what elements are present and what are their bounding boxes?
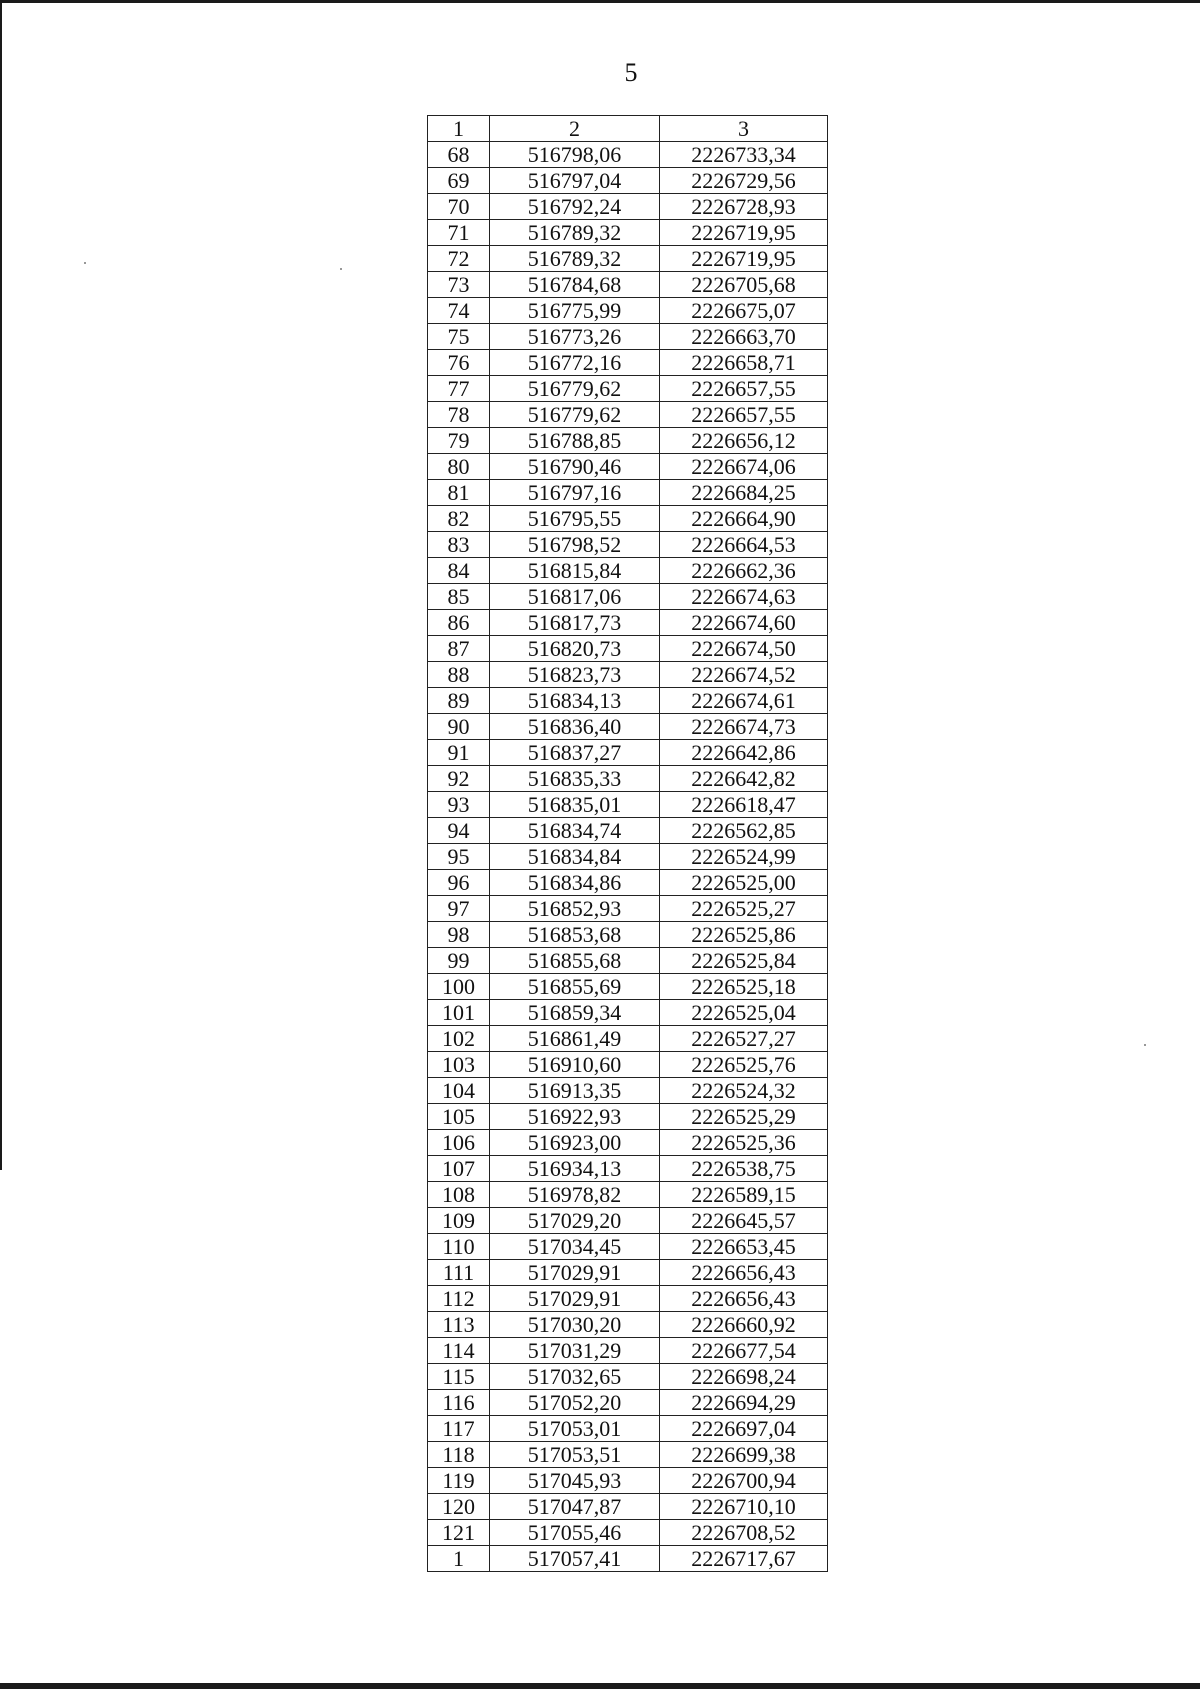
table-row [428, 1494, 828, 1520]
point-number-cell: 109 [428, 1208, 490, 1234]
point-number-cell: 121 [428, 1520, 490, 1546]
y-coordinate-cell: 2226699,38 [660, 1442, 828, 1468]
x-coordinate-cell: 516798,52 [490, 532, 660, 558]
scan-speck [1144, 1044, 1146, 1046]
y-coordinate-cell: 2226674,63 [660, 584, 828, 610]
point-number-cell: 83 [428, 532, 490, 558]
x-coordinate-cell: 516779,62 [490, 402, 660, 428]
y-coordinate-cell: 2226733,34 [660, 142, 828, 168]
coordinates-table [427, 115, 828, 1572]
x-coordinate-cell: 516913,35 [490, 1078, 660, 1104]
point-number-cell: 106 [428, 1130, 490, 1156]
x-coordinate-cell: 516817,06 [490, 584, 660, 610]
table-row [428, 272, 828, 298]
x-coordinate-cell: 516859,34 [490, 1000, 660, 1026]
table-row [428, 1546, 828, 1572]
point-number-cell: 93 [428, 792, 490, 818]
point-number-cell: 103 [428, 1052, 490, 1078]
table-row [428, 1156, 828, 1182]
table-row [428, 844, 828, 870]
x-coordinate-cell: 516789,32 [490, 220, 660, 246]
table-row [428, 1520, 828, 1546]
x-coordinate-cell: 516855,69 [490, 974, 660, 1000]
point-number-cell: 100 [428, 974, 490, 1000]
x-coordinate-cell: 516815,84 [490, 558, 660, 584]
x-coordinate-cell: 517047,87 [490, 1494, 660, 1520]
table-row [428, 558, 828, 584]
y-coordinate-cell: 2226660,92 [660, 1312, 828, 1338]
x-coordinate-cell: 516773,26 [490, 324, 660, 350]
y-coordinate-cell: 2226719,95 [660, 220, 828, 246]
y-coordinate-cell: 2226618,47 [660, 792, 828, 818]
y-coordinate-cell: 2226589,15 [660, 1182, 828, 1208]
y-coordinate-cell: 2226525,76 [660, 1052, 828, 1078]
point-number-cell: 102 [428, 1026, 490, 1052]
y-coordinate-cell: 2226677,54 [660, 1338, 828, 1364]
point-number-cell: 1 [428, 1546, 490, 1572]
x-coordinate-cell: 516792,24 [490, 194, 660, 220]
y-coordinate-cell: 2226525,36 [660, 1130, 828, 1156]
point-number-cell: 110 [428, 1234, 490, 1260]
y-coordinate-cell: 2226562,85 [660, 818, 828, 844]
x-coordinate-cell: 516795,55 [490, 506, 660, 532]
y-coordinate-cell: 2226728,93 [660, 194, 828, 220]
x-coordinate-cell: 517053,51 [490, 1442, 660, 1468]
x-coordinate-cell: 517030,20 [490, 1312, 660, 1338]
x-coordinate-cell: 516834,86 [490, 870, 660, 896]
point-number-cell: 70 [428, 194, 490, 220]
table-row [428, 1390, 828, 1416]
point-number-cell: 104 [428, 1078, 490, 1104]
y-coordinate-cell: 2226710,10 [660, 1494, 828, 1520]
x-coordinate-cell: 516922,93 [490, 1104, 660, 1130]
x-coordinate-cell: 517057,41 [490, 1546, 660, 1572]
x-coordinate-cell: 516910,60 [490, 1052, 660, 1078]
x-coordinate-cell: 516775,99 [490, 298, 660, 324]
y-coordinate-cell: 2226524,32 [660, 1078, 828, 1104]
table-row [428, 870, 828, 896]
point-number-cell: 92 [428, 766, 490, 792]
x-coordinate-cell: 516836,40 [490, 714, 660, 740]
page-number: 5 [624, 58, 638, 87]
point-number-cell: 89 [428, 688, 490, 714]
point-number-cell: 118 [428, 1442, 490, 1468]
x-coordinate-cell: 516823,73 [490, 662, 660, 688]
y-coordinate-cell: 2226525,00 [660, 870, 828, 896]
table-row [428, 714, 828, 740]
x-coordinate-cell: 517055,46 [490, 1520, 660, 1546]
x-coordinate-cell: 516834,84 [490, 844, 660, 870]
y-coordinate-cell: 2226729,56 [660, 168, 828, 194]
point-number-cell: 68 [428, 142, 490, 168]
x-coordinate-cell: 516798,06 [490, 142, 660, 168]
y-coordinate-cell: 2226527,27 [660, 1026, 828, 1052]
y-coordinate-cell: 2226657,55 [660, 402, 828, 428]
table-row [428, 974, 828, 1000]
y-coordinate-cell: 2226525,04 [660, 1000, 828, 1026]
y-coordinate-cell: 2226719,95 [660, 246, 828, 272]
point-number-cell: 79 [428, 428, 490, 454]
y-coordinate-cell: 2226663,70 [660, 324, 828, 350]
table-row [428, 948, 828, 974]
x-coordinate-cell: 516861,49 [490, 1026, 660, 1052]
point-number-cell: 76 [428, 350, 490, 376]
table-row [428, 688, 828, 714]
x-coordinate-cell: 517029,91 [490, 1260, 660, 1286]
point-number-cell: 73 [428, 272, 490, 298]
x-coordinate-cell: 517034,45 [490, 1234, 660, 1260]
x-coordinate-cell: 516817,73 [490, 610, 660, 636]
point-number-cell: 98 [428, 922, 490, 948]
point-number-cell: 119 [428, 1468, 490, 1494]
y-coordinate-cell: 2226694,29 [660, 1390, 828, 1416]
table-row [428, 1416, 828, 1442]
y-coordinate-cell: 2226525,86 [660, 922, 828, 948]
point-number-cell: 112 [428, 1286, 490, 1312]
y-coordinate-cell: 2226697,04 [660, 1416, 828, 1442]
table-row [428, 792, 828, 818]
table-row [428, 194, 828, 220]
point-number-cell: 88 [428, 662, 490, 688]
y-coordinate-cell: 2226684,25 [660, 480, 828, 506]
y-coordinate-cell: 2226642,82 [660, 766, 828, 792]
x-coordinate-cell: 516779,62 [490, 376, 660, 402]
table-row [428, 142, 828, 168]
point-number-cell: 120 [428, 1494, 490, 1520]
point-number-cell: 96 [428, 870, 490, 896]
x-coordinate-cell: 516790,46 [490, 454, 660, 480]
table-row [428, 298, 828, 324]
point-number-cell: 117 [428, 1416, 490, 1442]
point-number-cell: 116 [428, 1390, 490, 1416]
point-number-cell: 77 [428, 376, 490, 402]
column-header-1: 1 [428, 116, 490, 142]
table-row [428, 1442, 828, 1468]
x-coordinate-cell: 516834,74 [490, 818, 660, 844]
x-coordinate-cell: 516797,16 [490, 480, 660, 506]
point-number-cell: 69 [428, 168, 490, 194]
x-coordinate-cell: 516772,16 [490, 350, 660, 376]
y-coordinate-cell: 2226705,68 [660, 272, 828, 298]
y-coordinate-cell: 2226525,27 [660, 896, 828, 922]
table-row [428, 896, 828, 922]
table-row [428, 1078, 828, 1104]
x-coordinate-cell: 516934,13 [490, 1156, 660, 1182]
table-row [428, 376, 828, 402]
y-coordinate-cell: 2226656,43 [660, 1260, 828, 1286]
x-coordinate-cell: 516820,73 [490, 636, 660, 662]
x-coordinate-cell: 517029,91 [490, 1286, 660, 1312]
point-number-cell: 115 [428, 1364, 490, 1390]
x-coordinate-cell: 516788,85 [490, 428, 660, 454]
point-number-cell: 81 [428, 480, 490, 506]
point-number-cell: 71 [428, 220, 490, 246]
table-row [428, 402, 828, 428]
table-row [428, 1234, 828, 1260]
x-coordinate-cell: 517052,20 [490, 1390, 660, 1416]
y-coordinate-cell: 2226525,18 [660, 974, 828, 1000]
column-header-3: 3 [660, 116, 828, 142]
y-coordinate-cell: 2226664,90 [660, 506, 828, 532]
y-coordinate-cell: 2226674,60 [660, 610, 828, 636]
y-coordinate-cell: 2226674,06 [660, 454, 828, 480]
y-coordinate-cell: 2226524,99 [660, 844, 828, 870]
point-number-cell: 99 [428, 948, 490, 974]
y-coordinate-cell: 2226674,61 [660, 688, 828, 714]
x-coordinate-cell: 516784,68 [490, 272, 660, 298]
point-number-cell: 90 [428, 714, 490, 740]
coordinates-table-container [427, 115, 828, 1572]
y-coordinate-cell: 2226674,52 [660, 662, 828, 688]
table-row [428, 766, 828, 792]
table-row [428, 1130, 828, 1156]
point-number-cell: 113 [428, 1312, 490, 1338]
y-coordinate-cell: 2226708,52 [660, 1520, 828, 1546]
x-coordinate-cell: 517053,01 [490, 1416, 660, 1442]
y-coordinate-cell: 2226675,07 [660, 298, 828, 324]
y-coordinate-cell: 2226656,12 [660, 428, 828, 454]
y-coordinate-cell: 2226700,94 [660, 1468, 828, 1494]
y-coordinate-cell: 2226674,50 [660, 636, 828, 662]
y-coordinate-cell: 2226642,86 [660, 740, 828, 766]
x-coordinate-cell: 517045,93 [490, 1468, 660, 1494]
x-coordinate-cell: 516853,68 [490, 922, 660, 948]
scan-edge-left [0, 0, 2, 1170]
x-coordinate-cell: 516835,33 [490, 766, 660, 792]
table-row [428, 1104, 828, 1130]
scan-speck [84, 262, 86, 264]
coordinates-table-body [428, 116, 828, 1572]
y-coordinate-cell: 2226645,57 [660, 1208, 828, 1234]
table-row [428, 1286, 828, 1312]
table-header-row [428, 116, 828, 142]
point-number-cell: 91 [428, 740, 490, 766]
x-coordinate-cell: 516834,13 [490, 688, 660, 714]
y-coordinate-cell: 2226525,84 [660, 948, 828, 974]
x-coordinate-cell: 516852,93 [490, 896, 660, 922]
table-row [428, 1260, 828, 1286]
y-coordinate-cell: 2226698,24 [660, 1364, 828, 1390]
table-row [428, 428, 828, 454]
x-coordinate-cell: 517032,65 [490, 1364, 660, 1390]
point-number-cell: 108 [428, 1182, 490, 1208]
scan-edge-bottom [0, 1683, 1200, 1689]
x-coordinate-cell: 517031,29 [490, 1338, 660, 1364]
point-number-cell: 111 [428, 1260, 490, 1286]
point-number-cell: 107 [428, 1156, 490, 1182]
point-number-cell: 72 [428, 246, 490, 272]
table-row [428, 1364, 828, 1390]
x-coordinate-cell: 516797,04 [490, 168, 660, 194]
point-number-cell: 114 [428, 1338, 490, 1364]
table-row [428, 480, 828, 506]
table-row [428, 1208, 828, 1234]
y-coordinate-cell: 2226717,67 [660, 1546, 828, 1572]
y-coordinate-cell: 2226653,45 [660, 1234, 828, 1260]
table-row [428, 1000, 828, 1026]
table-row [428, 168, 828, 194]
y-coordinate-cell: 2226656,43 [660, 1286, 828, 1312]
table-row [428, 1182, 828, 1208]
table-row [428, 1026, 828, 1052]
point-number-cell: 86 [428, 610, 490, 636]
table-row [428, 220, 828, 246]
column-header-2: 2 [490, 116, 660, 142]
y-coordinate-cell: 2226525,29 [660, 1104, 828, 1130]
point-number-cell: 94 [428, 818, 490, 844]
table-row [428, 818, 828, 844]
point-number-cell: 105 [428, 1104, 490, 1130]
y-coordinate-cell: 2226657,55 [660, 376, 828, 402]
point-number-cell: 80 [428, 454, 490, 480]
point-number-cell: 78 [428, 402, 490, 428]
x-coordinate-cell: 516923,00 [490, 1130, 660, 1156]
table-row [428, 454, 828, 480]
x-coordinate-cell: 516855,68 [490, 948, 660, 974]
point-number-cell: 84 [428, 558, 490, 584]
table-row [428, 1468, 828, 1494]
table-row [428, 636, 828, 662]
table-row [428, 740, 828, 766]
x-coordinate-cell: 516835,01 [490, 792, 660, 818]
table-row [428, 662, 828, 688]
table-row [428, 922, 828, 948]
y-coordinate-cell: 2226662,36 [660, 558, 828, 584]
scan-edge-top [0, 0, 1200, 3]
y-coordinate-cell: 2226658,71 [660, 350, 828, 376]
y-coordinate-cell: 2226664,53 [660, 532, 828, 558]
table-row [428, 1052, 828, 1078]
table-row [428, 610, 828, 636]
y-coordinate-cell: 2226538,75 [660, 1156, 828, 1182]
x-coordinate-cell: 516978,82 [490, 1182, 660, 1208]
table-row [428, 350, 828, 376]
y-coordinate-cell: 2226674,73 [660, 714, 828, 740]
table-row [428, 532, 828, 558]
point-number-cell: 87 [428, 636, 490, 662]
table-row [428, 506, 828, 532]
point-number-cell: 85 [428, 584, 490, 610]
table-row [428, 1338, 828, 1364]
point-number-cell: 82 [428, 506, 490, 532]
point-number-cell: 101 [428, 1000, 490, 1026]
table-row [428, 1312, 828, 1338]
table-row [428, 246, 828, 272]
scan-speck [340, 268, 342, 270]
x-coordinate-cell: 517029,20 [490, 1208, 660, 1234]
point-number-cell: 95 [428, 844, 490, 870]
table-row [428, 324, 828, 350]
table-row [428, 584, 828, 610]
x-coordinate-cell: 516837,27 [490, 740, 660, 766]
point-number-cell: 97 [428, 896, 490, 922]
x-coordinate-cell: 516789,32 [490, 246, 660, 272]
point-number-cell: 74 [428, 298, 490, 324]
point-number-cell: 75 [428, 324, 490, 350]
